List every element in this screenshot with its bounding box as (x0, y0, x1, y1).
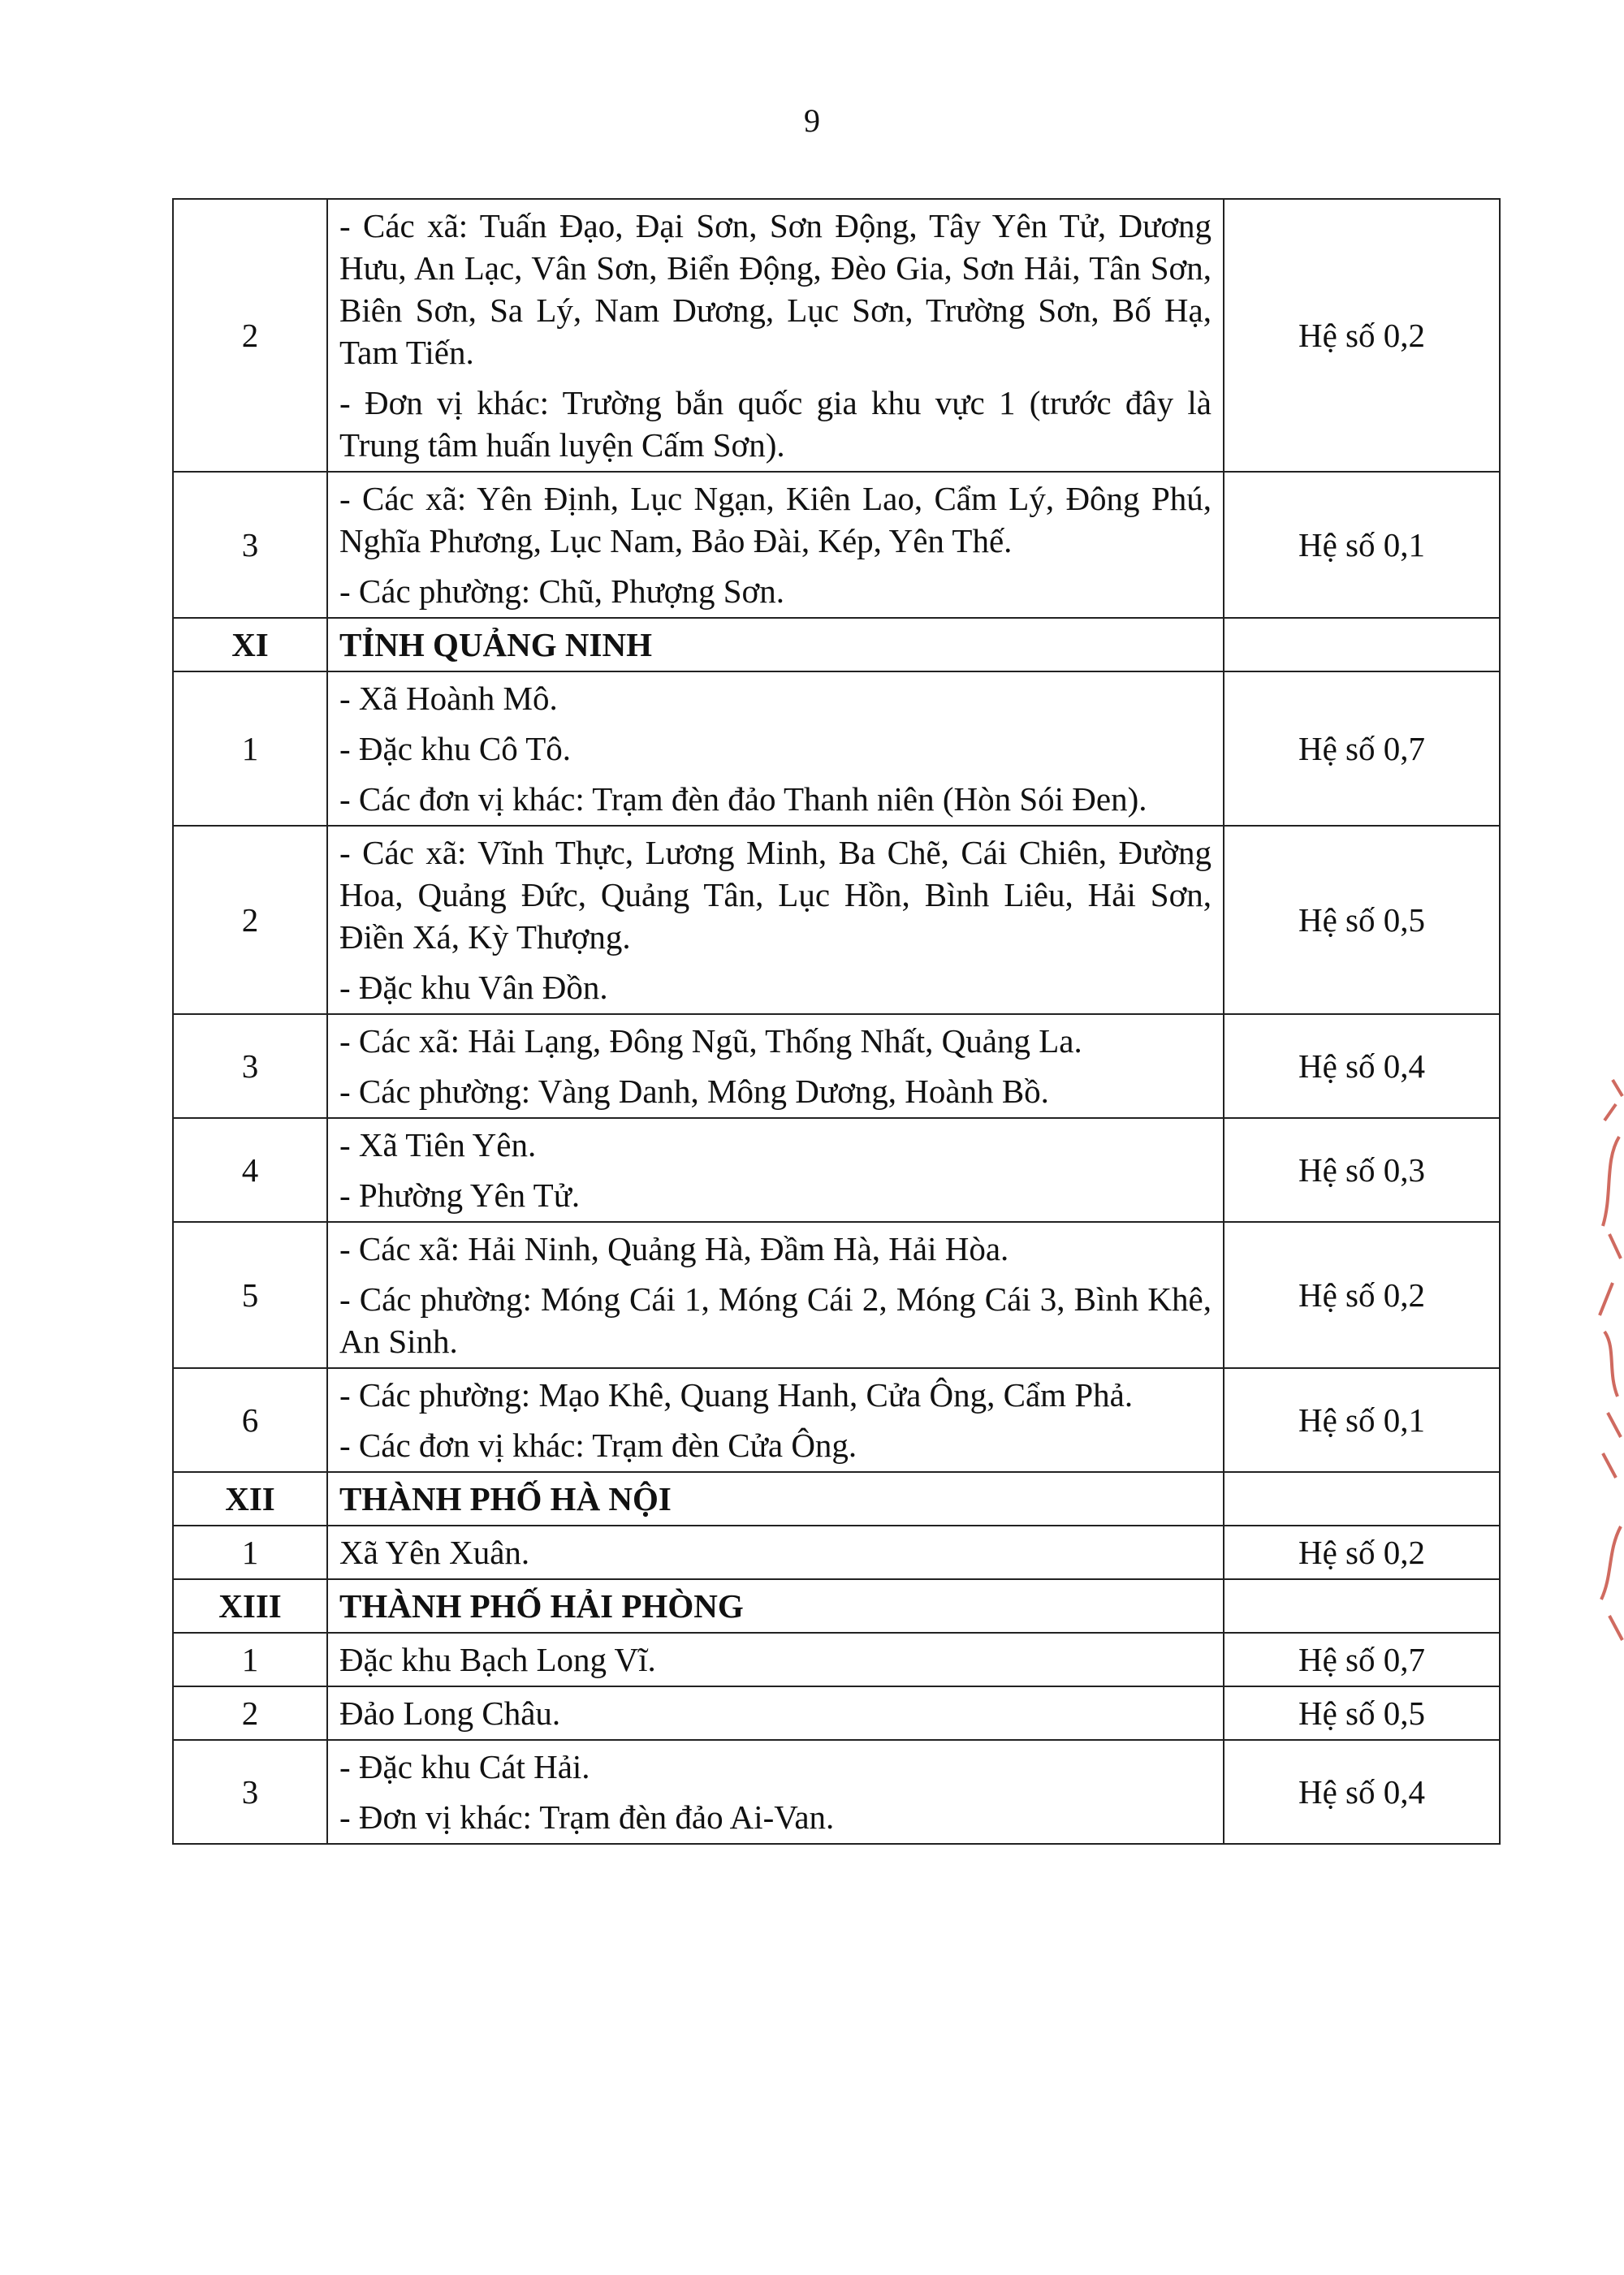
row-number: XIII (173, 1579, 327, 1633)
location-list (327, 1368, 1224, 1472)
coefficient-cell: Hệ số 0,5 (1224, 1686, 1500, 1740)
location-list (327, 472, 1224, 618)
row-number: 3 (173, 1740, 327, 1844)
row-number: 6 (173, 1368, 327, 1472)
location-line: - Các đơn vị khác: Trạm đèn đảo Thanh niên (Hòn Sói Đen). (339, 780, 1147, 818)
location-line: Đảo Long Châu. (339, 1694, 561, 1732)
table-row (173, 1222, 1500, 1368)
row-number: 2 (173, 826, 327, 1014)
location-line: - Các xã: Hải Ninh, Quảng Hà, Đầm Hà, Hải Hòa. (339, 1230, 1009, 1267)
location-list (327, 1740, 1224, 1844)
coefficient-table (172, 198, 1501, 1845)
coefficient-cell: Hệ số 0,2 (1224, 1526, 1500, 1579)
coefficient-cell: Hệ số 0,2 (1224, 199, 1500, 472)
location-list (327, 826, 1224, 1014)
location-line: Xã Yên Xuân. (339, 1534, 530, 1571)
coefficient-cell: Hệ số 0,3 (1224, 1118, 1500, 1222)
coefficient-cell: Hệ số 0,1 (1224, 1368, 1500, 1472)
coefficient-cell (1224, 618, 1500, 671)
row-number: 1 (173, 1526, 327, 1579)
location-list (327, 1526, 1224, 1579)
location-line: - Các xã: Vĩnh Thực, Lương Minh, Ba Chẽ, Cái Chiên, Đường Hoa, Quảng Đức, Quảng Tân, Lục Hồn, Bình Liêu, Hải Sơn, Điền Xá, Kỳ Thượng. (339, 834, 1212, 956)
location-line: - Xã Hoành Mô. (339, 680, 558, 717)
location-list (327, 1014, 1224, 1118)
table-row (173, 472, 1500, 618)
table-row (173, 1368, 1500, 1472)
location-line: - Đặc khu Cô Tô. (339, 730, 572, 767)
table-body (173, 199, 1500, 1844)
location-line: - Các phường: Móng Cái 1, Móng Cái 2, Móng Cái 3, Bình Khê, An Sinh. (339, 1280, 1212, 1360)
row-number: 3 (173, 1014, 327, 1118)
row-number: 2 (173, 199, 327, 472)
section-title: THÀNH PHỐ HÀ NỘI (327, 1472, 1224, 1526)
coefficient-cell: Hệ số 0,1 (1224, 472, 1500, 618)
table-row (173, 1740, 1500, 1844)
table-row (173, 1118, 1500, 1222)
location-list (327, 1686, 1224, 1740)
location-line: - Đặc khu Vân Đồn. (339, 969, 608, 1006)
red-seal-fragment (1580, 1072, 1624, 1656)
location-line: - Đơn vị khác: Trạm đèn đảo Ai-Van. (339, 1798, 835, 1836)
coefficient-cell: Hệ số 0,4 (1224, 1014, 1500, 1118)
location-list (327, 1222, 1224, 1368)
coefficient-cell: Hệ số 0,7 (1224, 671, 1500, 826)
table-row (173, 1686, 1500, 1740)
location-line: - Đặc khu Cát Hải. (339, 1748, 590, 1785)
location-list (327, 1118, 1224, 1222)
location-line: - Các xã: Hải Lạng, Đông Ngũ, Thống Nhất, Quảng La. (339, 1022, 1082, 1060)
location-line: - Các phường: Mạo Khê, Quang Hanh, Cửa Ông, Cẩm Phả. (339, 1376, 1134, 1414)
section-row (173, 1472, 1500, 1526)
location-line: Đặc khu Bạch Long Vĩ. (339, 1641, 656, 1678)
row-number: 5 (173, 1222, 327, 1368)
coefficient-cell: Hệ số 0,2 (1224, 1222, 1500, 1368)
coefficient-cell: Hệ số 0,7 (1224, 1633, 1500, 1686)
section-title: THÀNH PHỐ HẢI PHÒNG (327, 1579, 1224, 1633)
location-line: - Các xã: Yên Định, Lục Ngạn, Kiên Lao, Cẩm Lý, Đông Phú, Nghĩa Phương, Lục Nam, Bảo Đài, Kép, Yên Thế. (339, 480, 1212, 559)
coefficient-cell (1224, 1472, 1500, 1526)
location-line: - Các phường: Chũ, Phượng Sơn. (339, 572, 784, 610)
table-row (173, 671, 1500, 826)
coefficient-cell: Hệ số 0,5 (1224, 826, 1500, 1014)
location-line: - Đơn vị khác: Trường bắn quốc gia khu vực 1 (trước đây là Trung tâm huấn luyện Cấm Sơn). (339, 384, 1212, 464)
location-line: - Phường Yên Tử. (339, 1176, 581, 1214)
section-row (173, 618, 1500, 671)
location-list (327, 1633, 1224, 1686)
row-number: XI (173, 618, 327, 671)
row-number: 4 (173, 1118, 327, 1222)
table-row (173, 1526, 1500, 1579)
location-line: - Các xã: Tuấn Đạo, Đại Sơn, Sơn Động, Tây Yên Tử, Dương Hưu, An Lạc, Vân Sơn, Biển Động, Đèo Gia, Sơn Hải, Tân Sơn, Biên Sơn, Sa Lý, Nam Dương, Lục Sơn, Trường Sơn, Bố Hạ, Tam Tiến. (339, 207, 1212, 371)
row-number: 1 (173, 1633, 327, 1686)
location-line: - Các phường: Vàng Danh, Mông Dương, Hoành Bồ. (339, 1073, 1049, 1110)
table-row (173, 199, 1500, 472)
coefficient-cell: Hệ số 0,4 (1224, 1740, 1500, 1844)
location-line: - Các đơn vị khác: Trạm đèn Cửa Ông. (339, 1427, 857, 1464)
row-number: 3 (173, 472, 327, 618)
row-number: 2 (173, 1686, 327, 1740)
table-row (173, 1014, 1500, 1118)
section-title: TỈNH QUẢNG NINH (327, 618, 1224, 671)
table-row (173, 826, 1500, 1014)
table-row (173, 1633, 1500, 1686)
row-number: XII (173, 1472, 327, 1526)
row-number: 1 (173, 671, 327, 826)
section-row (173, 1579, 1500, 1633)
location-list (327, 199, 1224, 472)
page-number: 9 (804, 102, 820, 139)
location-line: - Xã Tiên Yên. (339, 1126, 537, 1163)
coefficient-cell (1224, 1579, 1500, 1633)
location-list (327, 671, 1224, 826)
